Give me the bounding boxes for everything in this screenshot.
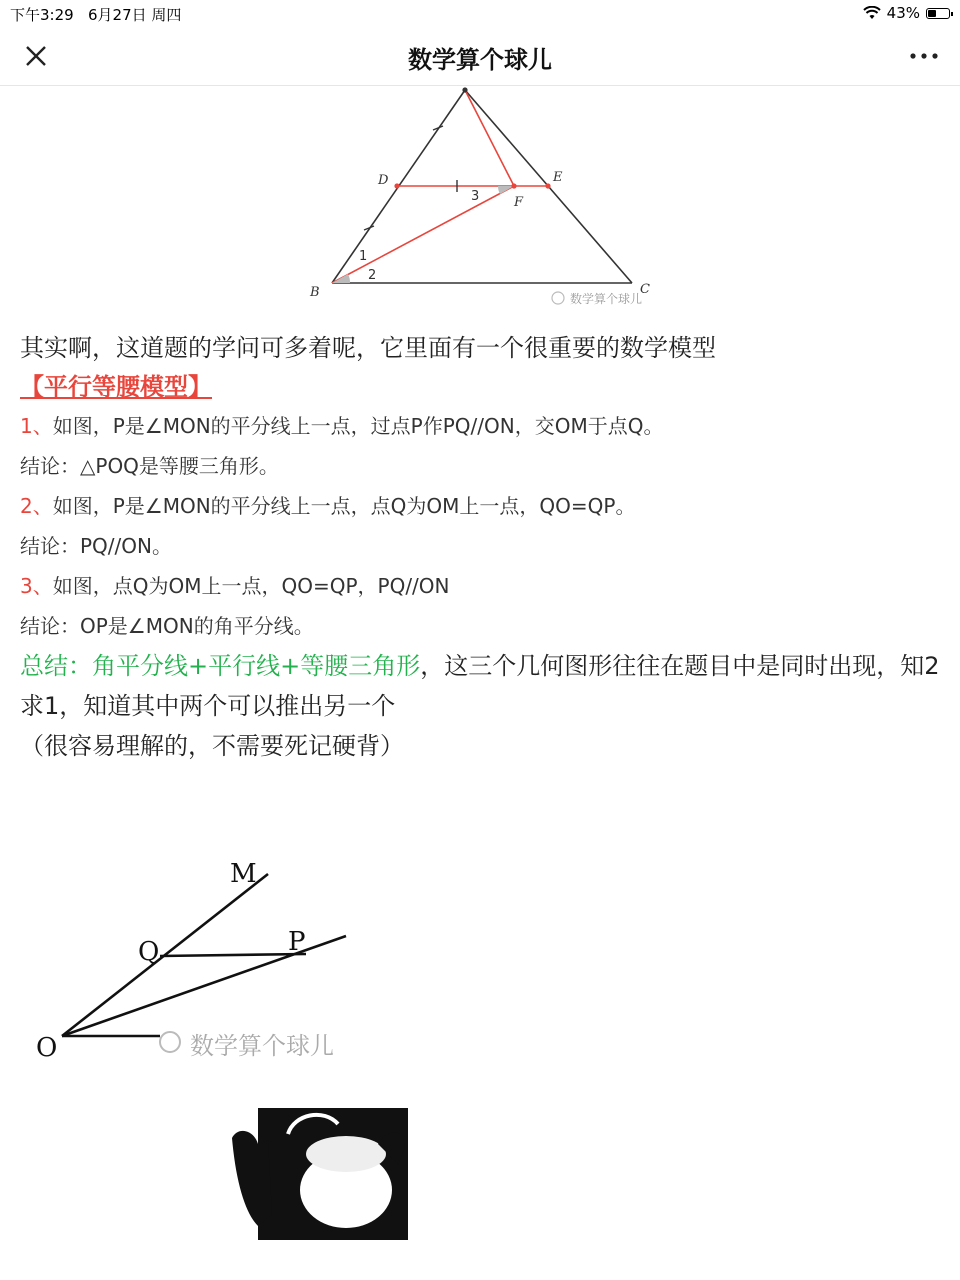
wifi-icon <box>863 6 881 20</box>
summary-paragraph <box>20 646 940 726</box>
conclusion-1: 结论：△POQ是等腰三角形。 <box>20 454 279 478</box>
label-M: M <box>230 859 257 889</box>
label-angle-1: 1 <box>359 249 368 264</box>
item-3-number: 3、 <box>20 574 53 598</box>
article-text <box>20 328 940 766</box>
summary-label: 总结：角平分线+平行线+等腰三角形 <box>20 652 421 680</box>
item-1 <box>20 406 940 446</box>
status-date: 6月27日 周四 <box>88 6 182 24</box>
item-3 <box>20 566 940 606</box>
status-indicators <box>863 4 950 22</box>
label-P: P <box>288 927 306 957</box>
battery-fill <box>928 10 936 17</box>
model-title: 【平行等腰模型】 <box>20 373 212 401</box>
cartoon-sticker-image <box>228 1104 412 1244</box>
item-2-text: 如图，P是∠MON的平分线上一点，点Q为OM上一点，QO=QP。 <box>52 494 636 518</box>
battery-percent: 43% <box>886 4 920 22</box>
item-2 <box>20 486 940 526</box>
item-3-text: 如图，点Q为OM上一点，QO=QP，PQ//ON <box>52 574 450 598</box>
more-icon[interactable] <box>908 42 940 70</box>
triangle-figure <box>300 86 670 312</box>
label-angle-3: 3 <box>471 189 480 204</box>
status-time-date <box>10 4 181 25</box>
label-B: B <box>310 285 320 300</box>
page-title: 数学算个球儿 <box>408 46 552 74</box>
label-Q: Q <box>138 937 160 967</box>
label-E: E <box>553 170 563 185</box>
label-D: D <box>378 173 389 188</box>
summary-text: ，这三个几何图形往往在题目中是同时出现，知2求1，知道其中两个可以推出另一个 <box>20 652 940 720</box>
conclusion-2: 结论：PQ//ON。 <box>20 534 172 558</box>
conclusion-3: 结论：OP是∠MON的角平分线。 <box>20 614 314 638</box>
intro-paragraph: 其实啊，这道题的学问可多着呢，它里面有一个很重要的数学模型 <box>20 334 716 362</box>
watermark-1 <box>552 291 642 306</box>
svg-text:数学算个球儿: 数学算个球儿 <box>190 1032 334 1060</box>
svg-text:数学算个球儿: 数学算个球儿 <box>570 292 643 306</box>
item-2-number: 2、 <box>20 494 53 518</box>
status-bar <box>0 0 960 26</box>
label-F: F <box>514 195 524 210</box>
angle-figure <box>20 846 360 1076</box>
note-paragraph: （很容易理解的，不需要死记硬背） <box>20 732 404 760</box>
label-O: O <box>36 1033 58 1063</box>
battery-icon <box>926 8 950 19</box>
watermark-2 <box>160 1032 334 1060</box>
item-1-number: 1、 <box>20 414 53 438</box>
label-angle-2: 2 <box>368 268 377 283</box>
status-time: 下午3:29 <box>10 6 74 24</box>
nav-bar <box>0 26 960 86</box>
item-1-text: 如图，P是∠MON的平分线上一点，过点P作PQ//ON，交OM于点Q。 <box>52 414 664 438</box>
label-C: C <box>640 282 650 297</box>
